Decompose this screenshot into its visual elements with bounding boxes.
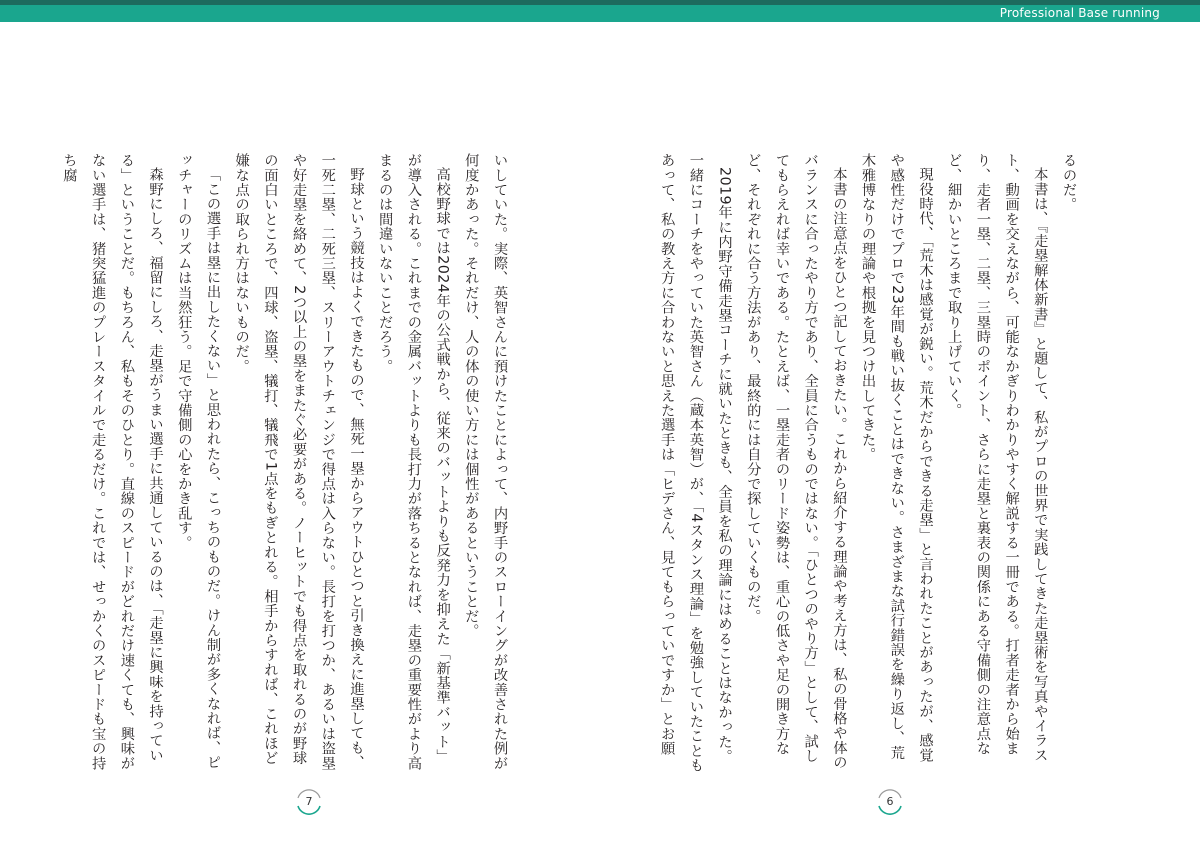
paragraph: 野球という競技はよくできたもので、無死一塁からアウトひとつと引き換えに進塁しても、一死二塁、二死三塁、スリーアウトチェンジで得点は入らない。長打を打つか、あるいは盗塁や好走塁を絡めて、2つ以上の塁をまたぐ必要がある。ノーヒットでも得点を取れるのが野球の面白いところで、四球、盗塁、犠打、犠飛で1点をもぎとれる。相手からすれば、これほど嫌な点の取られ方はないものだ。: [233, 153, 365, 771]
paragraph: 本書の注意点をひとつ記しておきたい。これから紹介する理論や考え方は、私の骨格や体のバランスに合ったやり方であり、全員に合うものではない。「ひとつのやり方」として、試してもらえれば幸いである。たとえば、一塁走者のリード姿勢は、重心の低さや足の開き方など、それぞれに合う方法があり、最終的には自分で探していくものだ。: [745, 153, 848, 770]
page-number-left: [294, 787, 324, 817]
page-number-label: 7: [305, 795, 313, 808]
page-number-right: [875, 787, 905, 817]
paragraph: いしていた。実際、英智さんに預けたことによって、内野手のスローイングが改善された例が何度かあった。それだけ、人の体の使い方には個性があるということだ。: [463, 153, 508, 771]
page-number-label: 6: [886, 795, 894, 808]
paragraph: 現役時代、「荒木は感覚が鋭い。荒木だからできる走塁」と言われたことがあったが、感覚や感性だけでプロで23年間も戦い抜くことはできない。さまざまな試行錯誤を繰り返し、荒木雅博なりの理論や根拠を見つけ出してきた。: [860, 153, 934, 763]
paragraph: 「この選手は塁に出したくない」と思われたら、こっちのものだ。けん制が多くなれば、ピッチャーのリズムは当然狂う。足で守備側の心をかき乱す。: [176, 153, 221, 770]
paragraph: 森野にしろ、福留にしろ、走塁がうまい選手に共通しているのは、「走塁に興味を持っている」ということだ。もちろん、私もそのひとり。直線のスピードがどれだけ速くても、興味がない選手は、猪突猛進のプレースタイルで走るだけ。これでは、せっかくのスピードも宝の持ち腐: [61, 153, 164, 771]
left-page-text: [0, 153, 514, 773]
paragraph: 本書は、『走塁解体新書』と題して、私がプロの世界で実践してきた走塁術を写真やイラスト、動画を交えながら、可能なかぎりわかりやすく解説する一冊である。打者走者から始まり、走者一塁、二塁、三塁時のポイント、さらに走塁と裏表の関係にある守備側の注意点など、細かいところまで取り上げていく。: [946, 153, 1049, 763]
book-series-title: Professional Base running: [999, 6, 1160, 20]
paragraph: るのだ。: [1061, 153, 1077, 212]
paragraph: 2019年に内野守備走塁コーチに就いたときも、全員を私の理論にはめることはなかった。一緒にコーチをやっていた英智さん（蔵本英智）が、「4スタンス理論」を勉強していたこともあって、私の教え方に合わないと思えた選手は「ヒデさん、見てもらっていですか」とお願: [659, 153, 733, 773]
paragraph: 高校野球では2024年の公式戦から、従来のバットよりも反発力を抑えた「新基準バット」が導入される。これまでの金属バットよりも長打力が落ちるとなれば、走塁の重要性がより高まるのは間違いないことだろう。: [377, 153, 451, 771]
